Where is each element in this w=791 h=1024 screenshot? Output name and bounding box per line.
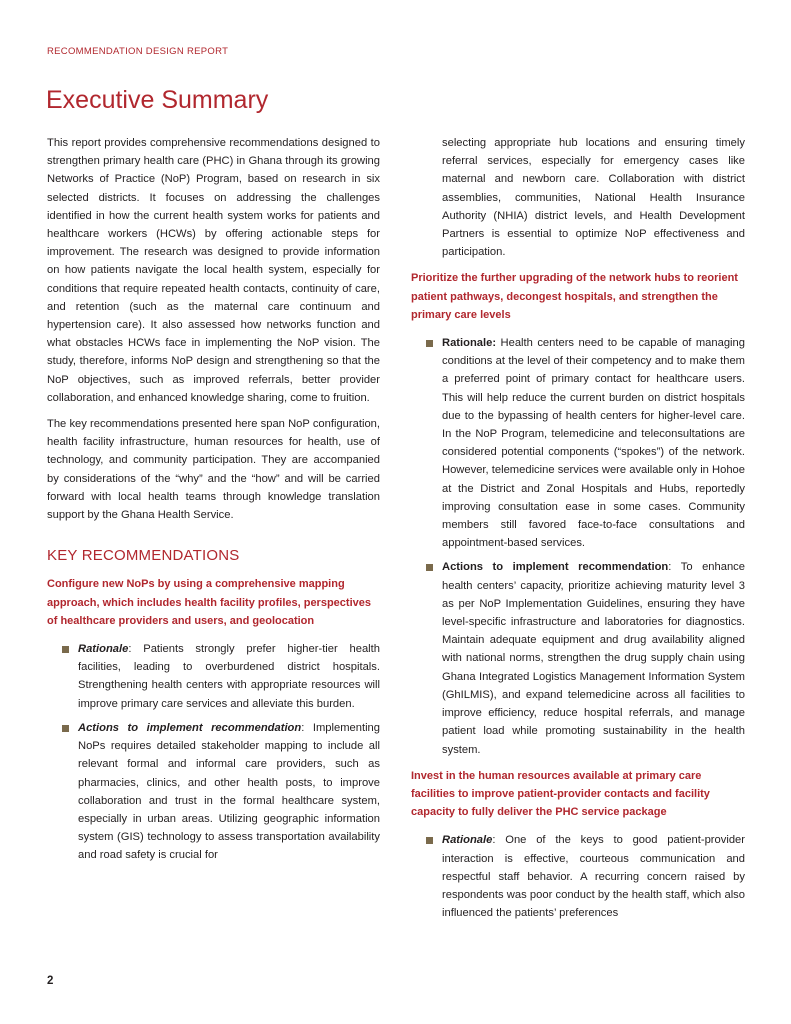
bullet-text: : Patients strongly prefer higher-tier health facilities, leading to overburdened district hospitals. Strengthening health centers with appropriate resources will improve primary care services and alleviate this burden. bbox=[78, 643, 380, 710]
list-item bbox=[47, 640, 380, 713]
recommendation-1-list bbox=[47, 640, 380, 864]
recommendation-1-heading: Configure new NoPs by using a comprehensive mapping approach, which includes health facility profiles, perspectives of healthcare providers and users, and geolocation bbox=[47, 578, 371, 627]
recommendation-2-list bbox=[411, 334, 745, 759]
bullet-lead: Actions to implement recommendation bbox=[442, 561, 669, 574]
list-item bbox=[411, 558, 745, 758]
intro-paragraph-1: This report provides comprehensive recommendations designed to strengthen primary health care (PHC) in Ghana through its growing Networks of Practice (NoP) Program, based on research in six selected districts. It focuses on addressing the challenges identified in how the current health system works for patients and healthcare workers (HCWs) by offering actionable steps for improvement. The research was designed to provide information on how patients navigate the local health system, especially for conditions that require repeated health contacts, continuity of care, and retention (such as the maternal care continuum and hypertension care). It also assessed how networks function and what obstacles HCWs face in implementing the NoP vision. The study, therefore, informs NoP design and strengthening so that the NoP objectives, such as improved referrals, better provider collaboration, and enhanced knowledge sharing, come to fruition. bbox=[47, 137, 380, 404]
bullet-lead: Rationale bbox=[78, 643, 129, 656]
list-item bbox=[47, 719, 380, 865]
square-bullet-icon bbox=[62, 646, 69, 653]
square-bullet-icon bbox=[426, 340, 433, 347]
bullet-lead: Actions to implement recommendation bbox=[78, 721, 302, 734]
bullet-lead: Rationale: bbox=[442, 337, 497, 350]
square-bullet-icon bbox=[426, 837, 433, 844]
intro-paragraph-2: The key recommendations presented here span NoP configuration, health facility infrastructure, human resources for health, use of technology, and community participation. They are accompanied by considerations of the “why” and the “how” and will be carried forward with local health teams through knowledge translation support by the Ghana Health Service. bbox=[47, 418, 380, 522]
right-column bbox=[411, 134, 745, 930]
bullet-text: : Implementing NoPs requires detailed stakeholder mapping to include all relevant formal and informal care providers, such as pharmacies, clinics, and other health posts, to improve collaboration and trust in the formal healthcare system, especially in urban areas. Utilizing geographic information system (GIS) technology to assess transportation availability and road safety is crucial for bbox=[78, 721, 380, 862]
recommendation-3-heading: Invest in the human resources available at primary care facilities to improve patient-provider contacts and facility capacity to fully deliver the PHC service package bbox=[411, 769, 710, 819]
bullet-lead: Rationale bbox=[442, 834, 493, 847]
left-column bbox=[47, 134, 380, 873]
square-bullet-icon bbox=[426, 564, 433, 571]
recommendation-2-heading: Prioritize the further upgrading of the network hubs to reorient patient pathways, decongest hospitals, and strengthen the primary care levels bbox=[411, 272, 738, 321]
bullet-text: Health centers need to be capable of managing conditions at the level of their competency and to make them a preferred point of primary contact for healthcare users. This will help reduce the current burden on district hospitals due to the bypassing of health centers for higher-level care. In the NoP Program, telemedicine and teleconsultations are considered potential components (“spokes”) of the network. However, telemedicine services were available only in Hohoe at the District and Zonal Hospitals and Hubs, reportedly improving consultation ease in some cases. Community members still favored face-to-face consultations and appointment-based services. bbox=[442, 337, 745, 550]
bullet-text: : One of the keys to good patient-provider interaction is effective, courteous communication and respectful staff behavior. A recurring concern raised by respondents was poor conduct by the health staff, which also influenced the patients’ preferences bbox=[442, 834, 745, 920]
list-item bbox=[411, 334, 745, 552]
page-number: 2 bbox=[47, 975, 54, 987]
continued-bullet-text: selecting appropriate hub locations and ensuring timely referral services, especially for emergency cases like maternal and newborn care. Collaboration with district assemblies, communities, National Health Insurance Authority (NHIA) district levels, and Health Development Partners is essential to optimize NoP effectiveness and participation. bbox=[442, 137, 745, 259]
square-bullet-icon bbox=[62, 725, 69, 732]
recommendation-3-list bbox=[411, 831, 745, 922]
page-title: Executive Summary bbox=[46, 86, 269, 114]
list-item bbox=[411, 831, 745, 922]
key-recommendations-heading: KEY RECOMMENDATIONS bbox=[47, 547, 240, 565]
bullet-text: : To enhance health centers’ capacity, prioritize achieving maturity level 3 as per NoP Implementation Guidelines, ensuring they have level-specific infrastructure and laboratories for diagnostics. Maintain adequate equipment and drug availability aligned with national norms, strengthen the drug supply chain using Ghana Integrated Logistics Management Information System (GhILMIS), and expand telemedicine across all facilities to improve efficiency, reduce hospital referrals, and manage patient load while promoting sustainability in the health system. bbox=[442, 561, 745, 756]
running-header: RECOMMENDATION DESIGN REPORT bbox=[47, 46, 229, 57]
